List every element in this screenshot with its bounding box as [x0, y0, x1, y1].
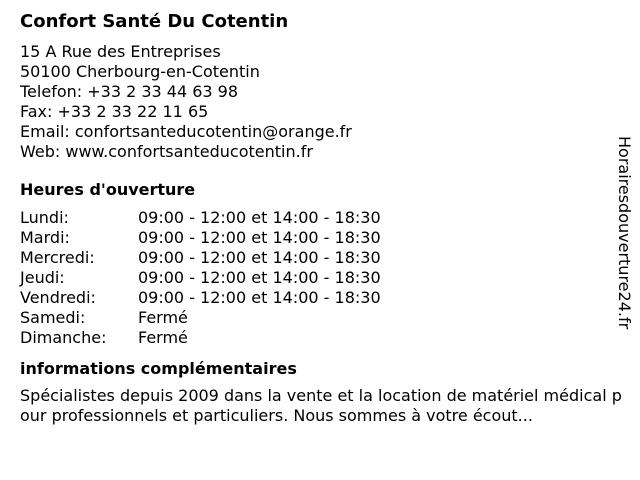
hours-row-thursday	[20, 268, 620, 288]
hours-value: 09:00 - 12:00 et 14:00 - 18:30	[138, 268, 381, 287]
site-watermark: Horairesdouverture24.fr	[615, 136, 634, 330]
day-label: Samedi:	[20, 308, 86, 327]
contact-block	[20, 42, 620, 162]
street-address: 15 A Rue des Entreprises	[20, 42, 221, 61]
day-label: Vendredi:	[20, 288, 96, 307]
day-label: Mardi:	[20, 228, 70, 247]
hours-row-sunday	[20, 328, 620, 348]
business-card	[20, 11, 620, 426]
hours-value: 09:00 - 12:00 et 14:00 - 18:30	[138, 208, 381, 227]
hours-value: Fermé	[138, 328, 188, 347]
day-label: Lundi:	[20, 208, 69, 227]
hours-value: Fermé	[138, 308, 188, 327]
business-name: Confort Santé Du Cotentin	[20, 11, 289, 32]
additional-info-text: Spécialistes depuis 2009 dans la vente et la location de matériel médical pour professionnels et particuliers. Nous sommes à votre écout...	[20, 386, 622, 425]
city-address: 50100 Cherbourg-en-Cotentin	[20, 62, 260, 81]
hours-value: 09:00 - 12:00 et 14:00 - 18:30	[138, 228, 381, 247]
hours-value: 09:00 - 12:00 et 14:00 - 18:30	[138, 288, 381, 307]
day-label: Mercredi:	[20, 248, 95, 267]
day-label: Jeudi:	[20, 268, 65, 287]
day-label: Dimanche:	[20, 328, 107, 347]
hours-row-wednesday	[20, 248, 620, 268]
website-address: Web: www.confortsanteducotentin.fr	[20, 142, 313, 161]
fax-number: Fax: +33 2 33 22 11 65	[20, 102, 209, 121]
hours-row-monday	[20, 208, 620, 228]
hours-row-saturday	[20, 308, 620, 328]
opening-hours-table	[20, 208, 620, 348]
hours-row-friday	[20, 288, 620, 308]
additional-info-heading: informations complémentaires	[20, 359, 297, 378]
hours-row-tuesday	[20, 228, 620, 248]
phone-number: Telefon: +33 2 33 44 63 98	[20, 82, 239, 101]
email-address: Email: confortsanteducotentin@orange.fr	[20, 122, 352, 141]
opening-hours-heading: Heures d'ouverture	[20, 180, 196, 199]
hours-value: 09:00 - 12:00 et 14:00 - 18:30	[138, 248, 381, 267]
